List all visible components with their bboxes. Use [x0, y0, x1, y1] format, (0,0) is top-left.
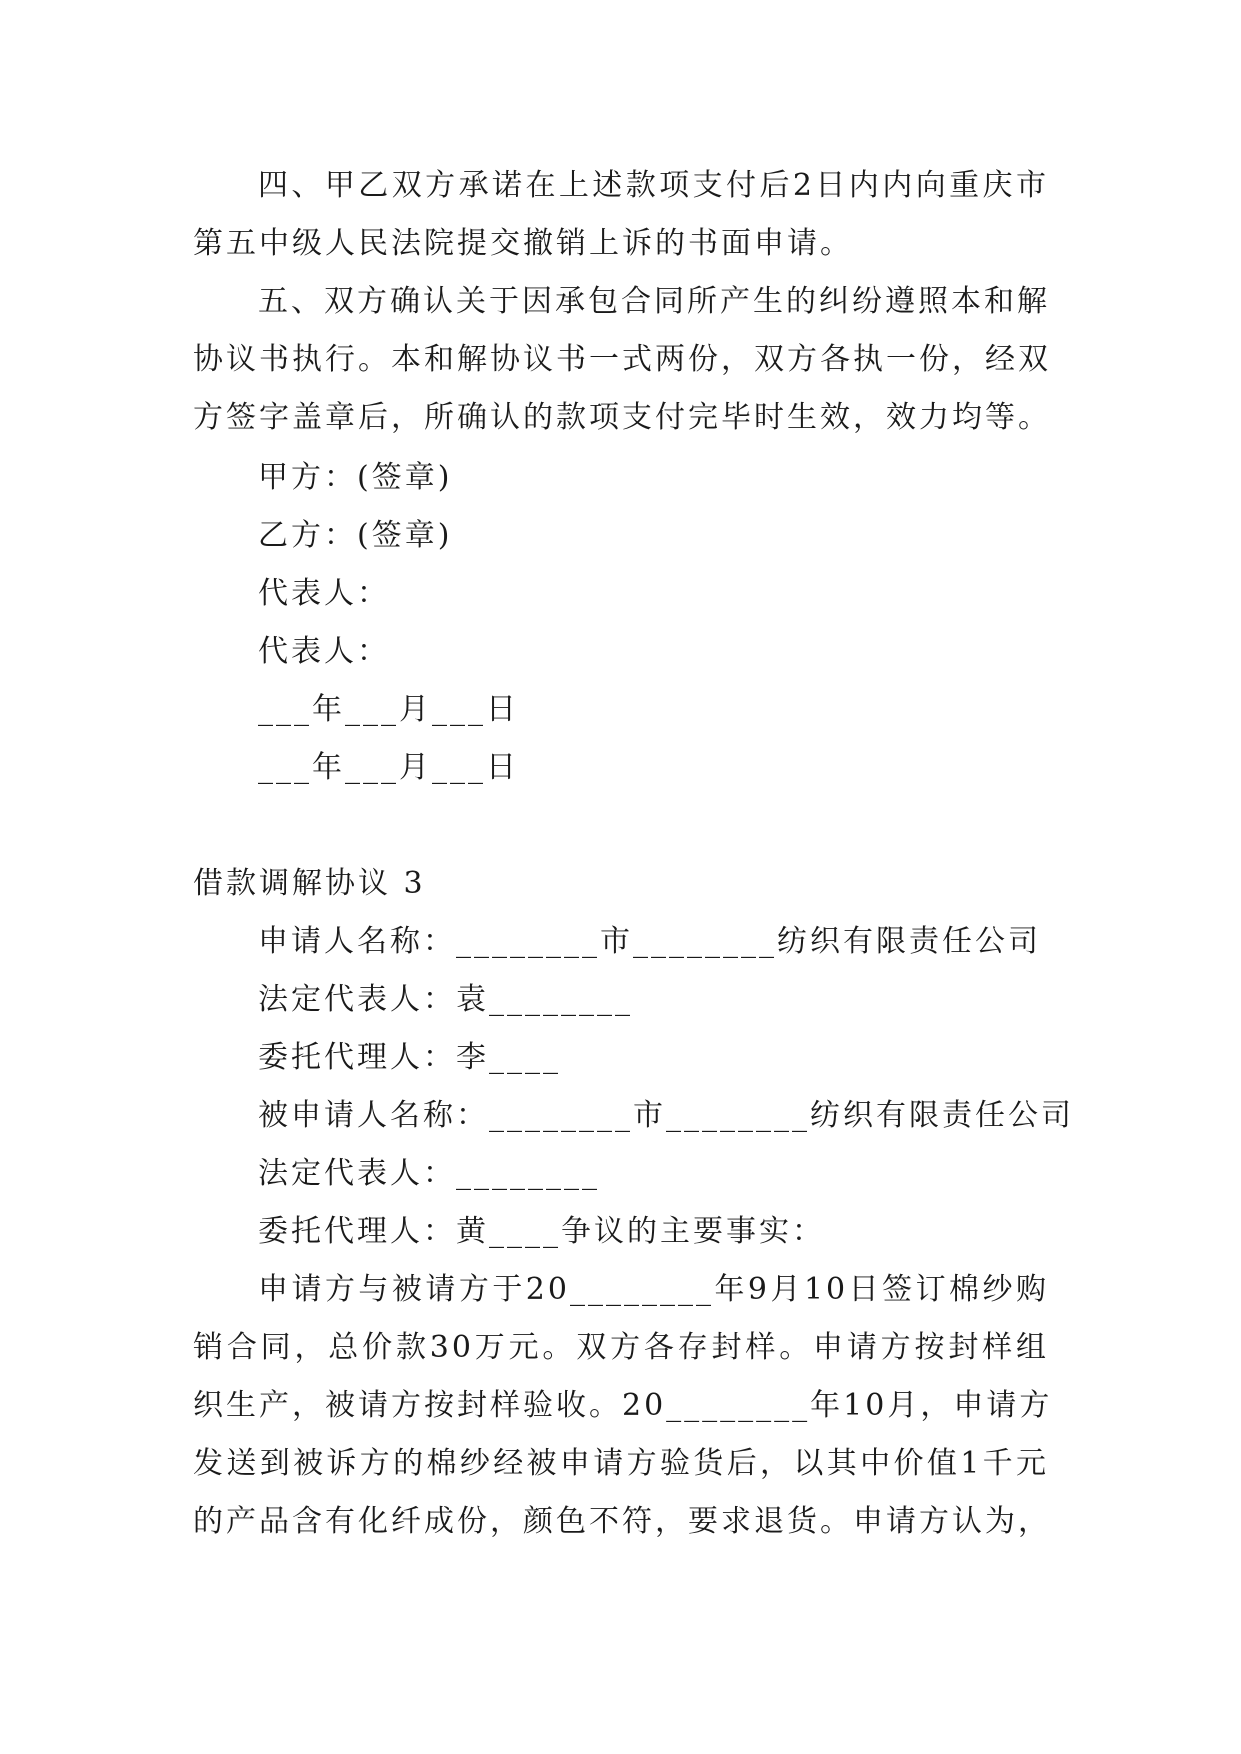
applicant-legal-rep: 法定代表人：袁________ [258, 982, 633, 1017]
party-b-signature: 乙方：(签章) [258, 518, 453, 553]
clause-five-line-1: 五、双方确认关于因承包合同所产生的纠纷遵照本和解 [258, 284, 1050, 319]
party-a-signature: 甲方：(签章) [258, 460, 453, 495]
applicant-name: 申请人名称：________市________纺织有限责任公司 [258, 924, 1041, 959]
clause-five-line-3: 方签字盖章后，所确认的款项支付完毕时生效，效力均等。 [193, 400, 1051, 435]
facts-line-3: 织生产，被请方按封样验收。20________年10月，申请方 [193, 1388, 1053, 1423]
facts-line-4: 发送到被诉方的棉纱经被申请方验货后，以其中价值1千元 [193, 1446, 1049, 1481]
clause-five-line-2: 协议书执行。本和解协议书一式两份，双方各执一份，经双 [193, 342, 1051, 377]
representative-b: 代表人： [258, 634, 390, 669]
clause-four-line-2: 第五中级人民法院提交撤销上诉的书面申请。 [193, 226, 853, 261]
facts-line-1: 申请方与被请方于20________年9月10日签订棉纱购 [258, 1272, 1049, 1307]
respondent-legal-rep: 法定代表人：________ [258, 1156, 600, 1191]
facts-line-2: 销合同，总价款30万元。双方各存封样。申请方按封样组 [193, 1330, 1049, 1365]
date-line-b: ___年___月___日 [258, 750, 519, 785]
applicant-agent: 委托代理人：李____ [258, 1040, 561, 1075]
respondent-agent: 委托代理人：黄____争议的主要事实： [258, 1214, 825, 1249]
representative-a: 代表人： [258, 576, 390, 611]
date-line-a: ___年___月___日 [258, 692, 519, 727]
respondent-name: 被申请人名称：________市________纺织有限责任公司 [258, 1098, 1074, 1133]
facts-line-5: 的产品含有化纤成份，颜色不符，要求退货。申请方认为， [193, 1504, 1051, 1539]
clause-four-line-1: 四、甲乙双方承诺在上述款项支付后2日内内向重庆市 [258, 168, 1049, 203]
section-title: 借款调解协议 3 [193, 866, 426, 901]
